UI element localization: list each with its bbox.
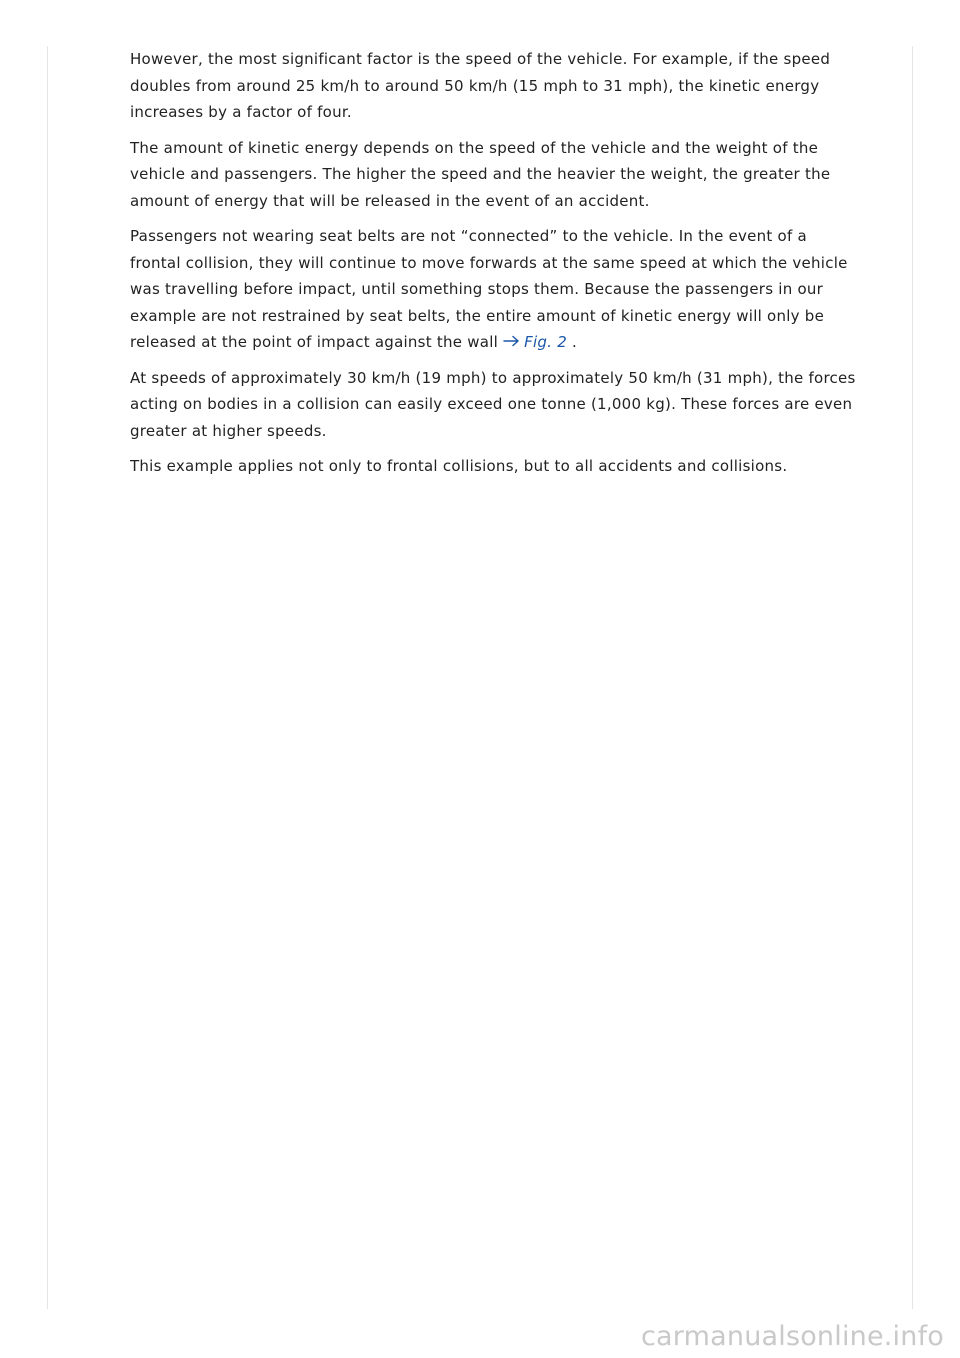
paragraph-speed-factor: However, the most significant factor is the speed of the vehicle. For example, if the speed doubles from around 25 km/h to around 50 km/h (15 mph to 31 mph), the kinetic energy increases by a factor of four. (130, 50, 831, 121)
paragraph-seat-belts (130, 223, 860, 356)
figure-2-link-label: Fig. 2 (524, 333, 567, 351)
document-body (130, 46, 860, 489)
paragraph-seat-belts-end: . (567, 333, 578, 351)
paragraph-collision-forces: At speeds of approximately 30 km/h (19 mph) to approximately 50 km/h (31 mph), the forces acting on bodies in a collision can easily exceed one tonne (1,000 kg). These forces are even greater at higher speeds. (130, 368, 856, 440)
paragraph-seat-belts-text: Passengers not wearing seat belts are not “connected” to the vehicle. In the event of a frontal collision, they will continue to move forwards at the same speed at which the vehicle was travelling before impact, until something stops them. Because the passengers in our example are not restrained by seat belts, the entire amount of kinetic energy will only be released at the point of impact against the wall (130, 227, 848, 351)
figure-2-link[interactable] (503, 333, 567, 351)
left-margin-rule (47, 46, 48, 1309)
right-margin-rule (912, 46, 913, 1309)
paragraph-all-collisions: This example applies not only to frontal collisions, but to all accidents and collisions. (130, 457, 788, 475)
paragraph-kinetic-energy: The amount of kinetic energy depends on the speed of the vehicle and the weight of the vehicle and passengers. The higher the speed and the heavier the weight, the greater the amount of energy that will be released in the event of an accident. (130, 138, 831, 210)
arrow-right-icon (503, 335, 521, 347)
watermark: carmanualsonline.info (641, 1321, 944, 1352)
